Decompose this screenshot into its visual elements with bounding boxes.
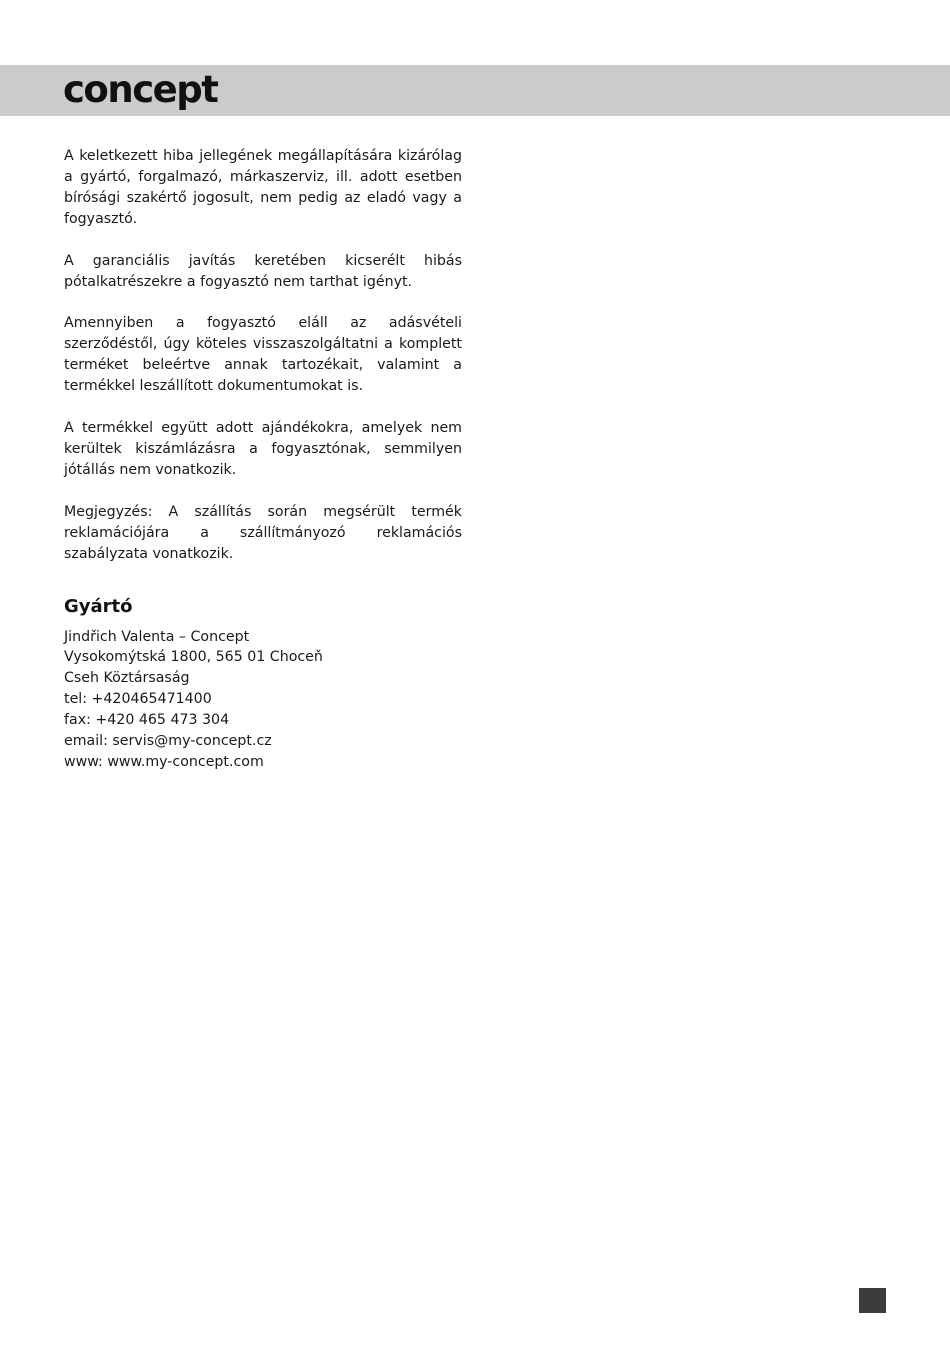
document-body — [64, 146, 462, 773]
manufacturer-address — [64, 627, 462, 773]
manufacturer-fax: fax: +420 465 473 304 — [64, 712, 230, 729]
manufacturer-street: Vysokomýtská 1800, 565 01 Choceň — [64, 649, 323, 666]
paragraph-contract-withdrawal: Amennyiben a fogyasztó eláll az adásvételi szerződéstől, úgy köteles visszaszolgáltatni a komplett terméket beleértve annak tartozékait, valamint a termékkel leszállított dokumentumokat is. — [64, 315, 462, 395]
manufacturer-country: Cseh Köztársaság — [64, 670, 190, 687]
paragraph-gifts: A termékkel együtt adott ajándékokra, amelyek nem kerültek kiszámlázásra a fogyasztónak, semmilyen jótállás nem vonatkozik. — [64, 420, 462, 478]
concept-logo: concept — [63, 68, 218, 111]
paragraph-shipping-note: Megjegyzés: A szállítás során megsérült termék reklamációjára a szállítmányozó reklamációs szabályzata vonatkozik. — [64, 503, 462, 562]
manufacturer-heading: Gyártó — [64, 595, 133, 617]
manufacturer-email: email: servis@my-concept.cz — [64, 733, 272, 750]
manufacturer-name: Jindřich Valenta – Concept — [64, 628, 250, 645]
paragraph-fault-assessment: A keletkezett hiba jellegének megállapítására kizárólag a gyártó, forgalmazó, márkaszerviz, ill. adott esetben bírósági szakértő jogosult, nem pedig az eladó vagy a fogyasztó. — [64, 148, 462, 227]
manufacturer-website: www: www.my-concept.com — [64, 753, 264, 770]
paragraph-replaced-parts: A garanciális javítás keretében kicserélt hibás pótalkatrészekre a fogyasztó nem tarthat igényt. — [64, 252, 462, 290]
page-marker — [859, 1288, 886, 1313]
manufacturer-phone: tel: +420465471400 — [64, 691, 212, 708]
